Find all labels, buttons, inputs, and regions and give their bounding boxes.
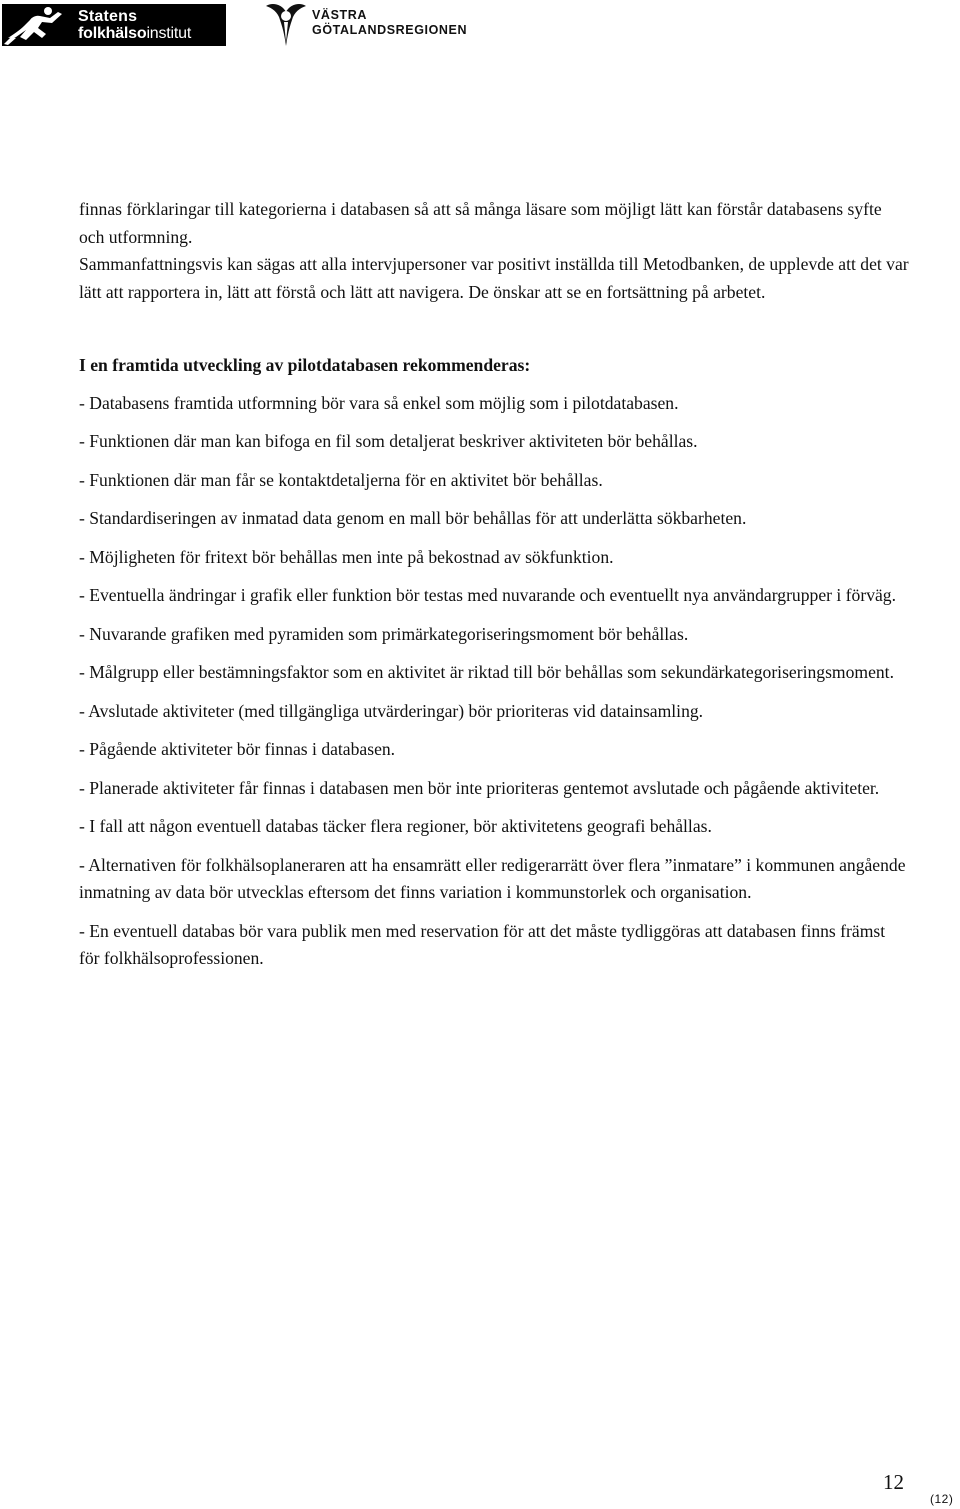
list-item: - Målgrupp eller bestämningsfaktor som en aktivitet är riktad till bör behållas som sekundärkategoriseringsmoment.	[79, 662, 894, 682]
intro-paragraph-2: Sammanfattningsvis kan sägas att alla intervjupersoner var positivt inställda till Metodbanken, de upplevde att det var lätt att rapportera in, lätt att förstå och lätt att navigera. De önskar att se en fortsättning på arbetet.	[79, 254, 909, 302]
fhi-logo-line2-bold: folkhälso	[78, 25, 147, 42]
list-item: - Standardiseringen av inmatad data genom en mall bör behållas för att underlätta sökbarheten.	[79, 508, 747, 528]
list-item: - Alternativen för folkhälsoplaneraren att ha ensamrätt eller redigerarrätt över flera ”inmatare” i kommunen angående inmatning av data bör utvecklas eftersom det finns variation i kommunstorlek och organisation.	[79, 854, 906, 902]
page-total: (12)	[930, 1492, 954, 1506]
list-item: - Avslutade aktiviteter (med tillgängliga utvärderingar) bör prioriteras vid datainsamling.	[79, 700, 704, 721]
list-item: - Pågående aktiviteter bör finnas i databasen.	[79, 739, 396, 759]
intro-paragraph-1: finnas förklaringar till kategorierna i databasen så att så många läsare som möjligt lätt kan förstår databasens syfte och utformning.	[79, 199, 882, 247]
page-header	[0, 0, 960, 50]
list-item: - Möjligheten för fritext bör behållas men inte på bekostnad av sökfunktion.	[79, 546, 614, 567]
list-item: - Planerade aktiviteter får finnas i databasen men bör inte prioriteras gentemot avslutade och pågående aktiviteter.	[79, 777, 880, 798]
statens-folkhalsoinstitut-logo	[2, 4, 226, 46]
list-item: - Databasens framtida utformning bör vara så enkel som möjlig som i pilotdatabasen.	[79, 392, 679, 413]
page-number: 12	[883, 1470, 904, 1494]
vg-logo-line2: GÖTALANDSREGIONEN	[312, 23, 468, 37]
vg-logo-line1: VÄSTRA	[312, 8, 367, 22]
recommendations-list	[79, 390, 909, 973]
vg-emblem-icon	[262, 2, 310, 48]
fhi-logo-line1: Statens	[78, 8, 138, 25]
list-item: - Funktionen där man får se kontaktdetaljerna för en aktivitet bör behållas.	[79, 469, 603, 490]
document-body	[79, 196, 909, 984]
list-item: - Nuvarande grafiken med pyramiden som primärkategoriseringsmoment bör behållas.	[79, 623, 689, 644]
list-item: - Eventuella ändringar i grafik eller funktion bör testas med nuvarande och eventuellt nya användargrupper i förväg.	[79, 585, 896, 605]
list-item: - Funktionen där man kan bifoga en fil som detaljerat beskriver aktiviteten bör behållas.	[79, 431, 698, 451]
running-figure-icon	[2, 4, 68, 46]
list-item: - En eventuell databas bör vara publik men med reservation för att det måste tydliggöras att databasen finns främst för folkhälsoprofessionen.	[79, 920, 886, 968]
vastra-gotalandsregionen-logo	[262, 2, 467, 48]
recommendations-heading: I en framtida utveckling av pilotdatabasen rekommenderas:	[79, 355, 531, 375]
fhi-logo-line2-thin: institut	[146, 25, 192, 42]
list-item: - I fall att någon eventuell databas täcker flera regioner, bör aktivitetens geografi behållas.	[79, 816, 712, 836]
